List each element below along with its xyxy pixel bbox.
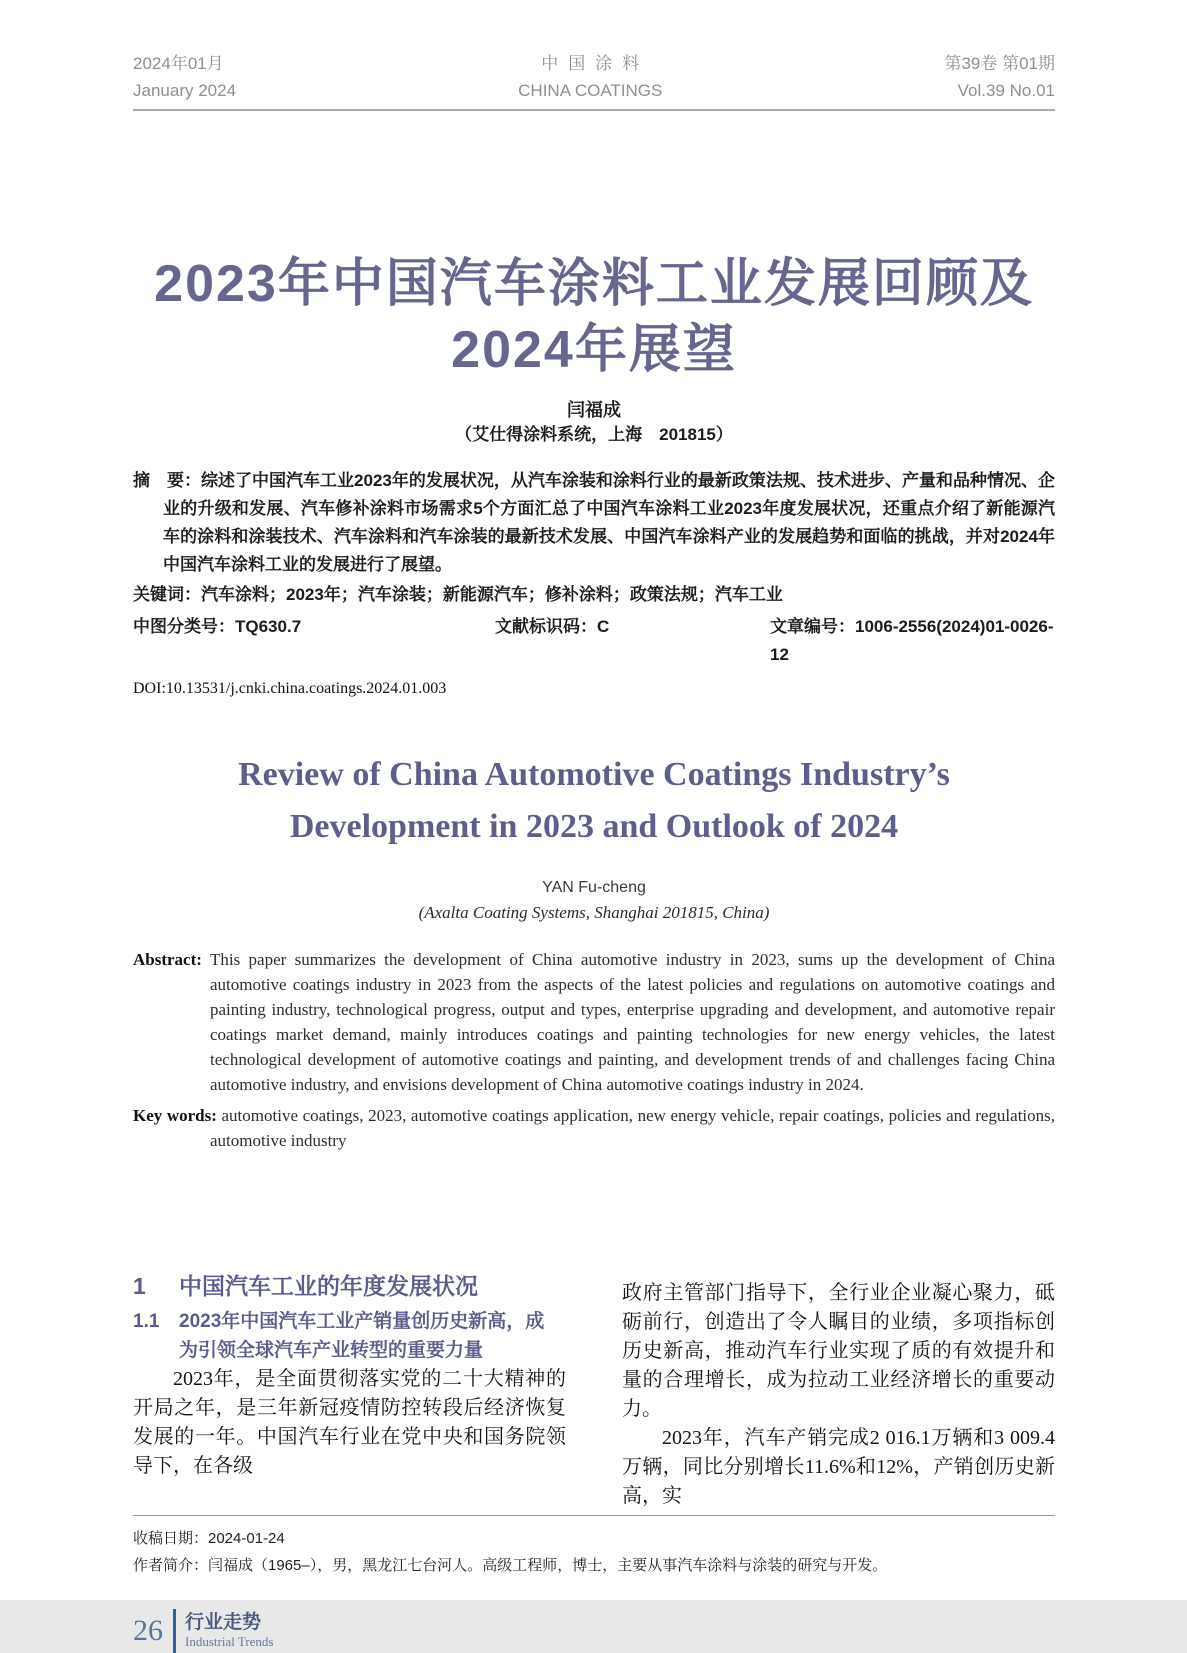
doi: DOI:10.13531/j.cnki.china.coatings.2024.01.003 <box>133 680 447 697</box>
article-number: 文章编号：1006-2556(2024)01-0026-12 <box>770 617 1054 664</box>
journal-name-en: CHINA COATINGS <box>518 81 663 100</box>
author-cn: 闫福成 <box>567 400 621 420</box>
body-paragraph-left: 2023年，是全面贯彻落实党的二十大精神的开局之年，是三年新冠疫情防控转段后经济恢复发展的一年。中国汽车行业在党中央和国务院领导下，在各级 <box>133 1368 566 1477</box>
keywords-en <box>133 1103 1055 1153</box>
abstract-cn-label: 摘 要： <box>133 471 202 490</box>
page-footer <box>133 1609 1187 1653</box>
keywords-cn-text: 汽车涂料；2023年；汽车涂装；新能源汽车；修补涂料；政策法规；汽车工业 <box>201 585 783 604</box>
subsection-1-1-title: 2023年中国汽车工业产销量创历史新高，成为引领全球汽车产业转型的重要力量 <box>179 1311 545 1361</box>
section-heading-1 <box>133 1271 566 1301</box>
abstract-en-label: Abstract: <box>133 950 202 969</box>
body-paragraph-right-2: 2023年，汽车产销完成2 016.1万辆和3 009.4万辆，同比分别增长11.6%和12%，产销创历史新高，实 <box>622 1427 1055 1507</box>
article-title-cn-line1: 2023年中国汽车涂料工业发展回顾及 <box>154 255 1034 313</box>
classification-row <box>133 613 1055 669</box>
footer-divider <box>173 1609 176 1653</box>
header-issue <box>944 50 1055 104</box>
keywords-en-label: Key words: <box>133 1106 217 1125</box>
article-title-cn-line2: 2024年展望 <box>451 321 737 379</box>
page-number: 26 <box>133 1614 163 1647</box>
body-paragraph-right-1: 政府主管部门指导下，全行业企业凝心聚力，砥砺前行，创造出了令人瞩目的业绩，多项指标创历史新高，推动汽车行业实现了质的有效提升和量的合理增长，成为拉动工业经济增长的重要动力。 <box>622 1282 1055 1420</box>
footnote-block <box>133 1515 1055 1579</box>
abstract-en <box>133 947 1055 1097</box>
article-title-cn <box>133 251 1055 383</box>
author-en: YAN Fu-cheng <box>542 879 646 896</box>
header-date <box>133 50 236 104</box>
abstract-cn <box>133 467 1055 579</box>
keywords-cn-label: 关键词： <box>133 585 201 604</box>
article-title-en <box>133 749 1055 853</box>
column-title-en: Industrial Trends <box>185 1634 274 1649</box>
body-column-left <box>133 1271 566 1511</box>
article-body <box>133 1271 1055 1511</box>
subsection-heading-1-1 <box>133 1307 566 1365</box>
header-date-cn: 2024年01月 <box>133 54 224 73</box>
column-title <box>185 1612 273 1650</box>
subsection-1-1-number: 1.1 <box>133 1311 160 1332</box>
column-gap <box>566 1271 622 1511</box>
journal-name-cn: 中国涂料 <box>541 54 650 73</box>
affiliation-en: (Axalta Coating Systems, Shanghai 201815, China) <box>418 903 770 922</box>
received-date: 收稿日期：2024-01-24 <box>133 1530 285 1547</box>
body-column-right <box>622 1271 1055 1511</box>
header-issue-cn: 第39卷 第01期 <box>944 54 1055 73</box>
clc-number: 中图分类号：TQ630.7 <box>133 617 302 636</box>
section-1-number: 1 <box>133 1273 146 1299</box>
journal-name <box>518 50 662 104</box>
keywords-cn <box>133 581 1055 609</box>
author-bio: 作者简介：闫福成（1965–），男，黑龙江七台河人。高级工程师，博士，主要从事汽车涂料与涂装的研究与开发。 <box>133 1557 888 1574</box>
article-title-en-line2: Development in 2023 and Outlook of 2024 <box>289 808 899 845</box>
keywords-en-text: automotive coatings, 2023, automotive coatings application, new energy vehicle, repair coatings, policies and regulations, automotive industry <box>210 1106 1056 1150</box>
section-1-title: 中国汽车工业的年度发展状况 <box>179 1273 478 1299</box>
column-title-cn: 行业走势 <box>185 1612 262 1633</box>
journal-header <box>133 0 1055 111</box>
document-code: 文献标识码：C <box>495 617 610 636</box>
affiliation-cn: （艾仕得涂料系统，上海 201815） <box>455 425 733 444</box>
abstract-cn-text: 综述了中国汽车工业2023年的发展状况，从汽车涂装和涂料行业的最新政策法规、技术进步、产量和品种情况、企业的升级和发展、汽车修补涂料市场需求5个方面汇总了中国汽车涂料工业2023年度发展状况，还重点介绍了新能源汽车的涂料和涂装技术、汽车涂料和汽车涂装的最新技术发展、中国汽车涂料产业的发展趋势和面临的挑战，并对2024年中国汽车涂料工业的发展进行了展望。 <box>163 471 1055 574</box>
abstract-en-text: This paper summarizes the development of China automotive industry in 2023, sums up the development of China automotive coatings industry in 2023 from the aspects of the latest policies and regulations on automotive coatings and painting industry, technological progress, output and types, enterprise upgrading and development, and automotive repair coatings market demand, mainly introduces coatings and painting technologies for new energy vehicles, the latest technological development of automotive coatings and painting, and development trends of and challenges facing China automotive industry, and envisions development of China automotive coatings industry in 2024. <box>209 950 1055 1094</box>
header-issue-en: Vol.39 No.01 <box>957 81 1055 100</box>
article-title-en-line1: Review of China Automotive Coatings Industry’s <box>238 756 950 793</box>
header-date-en: January 2024 <box>133 81 237 100</box>
